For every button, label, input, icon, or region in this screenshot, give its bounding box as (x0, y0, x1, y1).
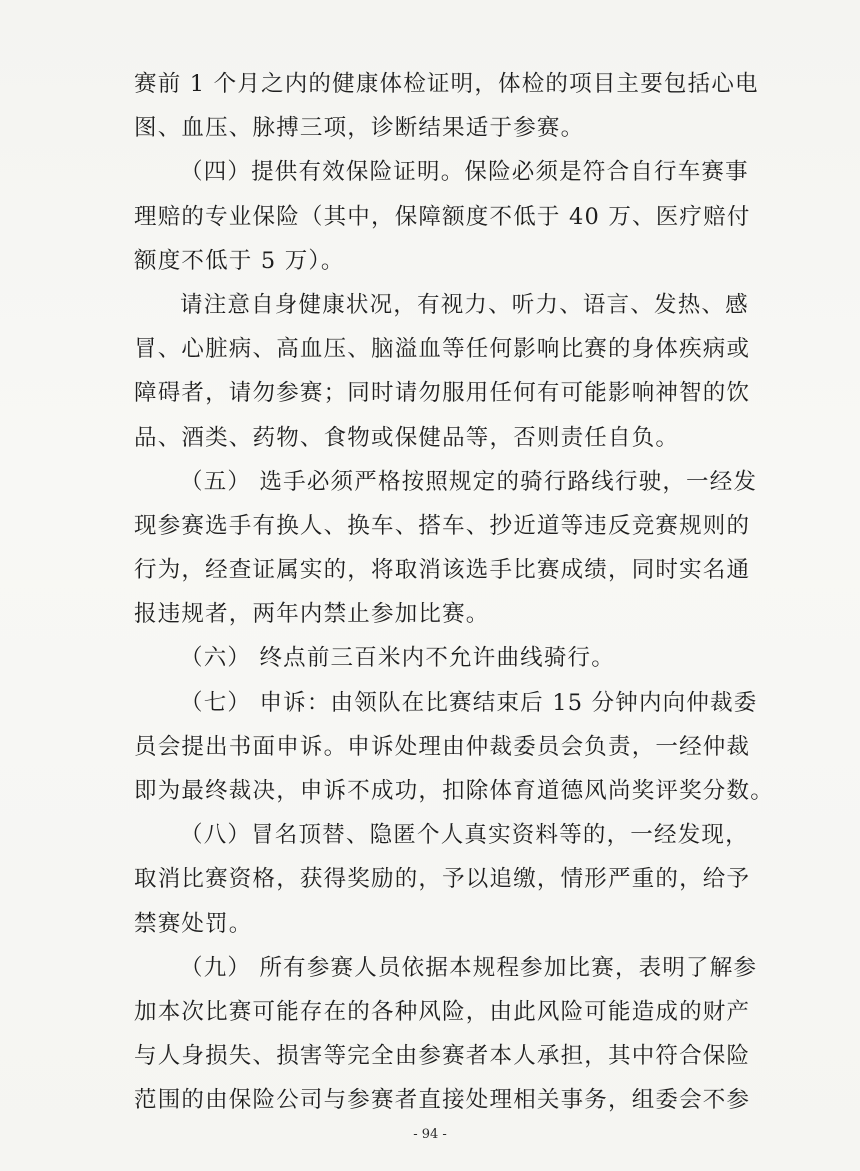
text-line: 现参赛选手有换人、换车、搭车、抄近道等违反竞赛规则的 (134, 512, 751, 539)
text-line: （八）冒名顶替、隐匿个人真实资料等的，一经发现， (180, 822, 749, 849)
text-line: 理赔的专业保险（其中，保障额度不低于 40 万、医疗赔付 (134, 203, 751, 230)
text-line: 障碍者，请勿参赛；同时请勿服用任何有可能影响神智的饮 (134, 380, 751, 407)
text-line: （五） 选手必须严格按照规定的骑行路线行驶，一经发 (180, 468, 758, 495)
text-line: 取消比赛资格，获得奖励的，予以追缴，情形严重的，给予 (134, 866, 751, 893)
text-line: （六） 终点前三百米内不允许曲线骑行。 (180, 645, 615, 672)
text-line: 即为最终裁决，申诉不成功，扣除体育道德风尚奖评奖分数。 (134, 778, 774, 804)
text-line: 范围的由保险公司与参赛者直接处理相关事务，组委会不参 (134, 1087, 751, 1114)
text-line: 加本次比赛可能存在的各种风险，由此风险可能造成的财产 (134, 998, 751, 1025)
text-line: 行为，经查证属实的，将取消该选手比赛成绩，同时实名通 (134, 557, 751, 584)
text-line: 报违规者，两年内禁止参加比赛。 (134, 601, 490, 628)
page-number: - 94 - (413, 1127, 447, 1142)
text-line: （九） 所有参赛人员依据本规程参加比赛，表明了解参 (180, 954, 758, 981)
text-line: 品、酒类、药物、食物或保健品等，否则责任自负。 (134, 424, 680, 451)
text-line: （七） 申诉：由领队在比赛结束后 15 分钟内向仲裁委 (180, 689, 758, 716)
text-line: 请注意自身健康状况，有视力、听力、语言、发热、感 (180, 291, 749, 318)
body-text (134, 62, 774, 1123)
text-line: 冒、心脏病、高血压、脑溢血等任何影响比赛的身体疾病或 (134, 336, 751, 363)
text-line: 图、血压、脉搏三项，诊断结果适于参赛。 (134, 115, 585, 142)
text-line: 赛前 1 个月之内的健康体检证明，体检的项目主要包括心电 (134, 71, 759, 97)
text-line: 与人身损失、损害等完全由参赛者本人承担，其中符合保险 (134, 1043, 751, 1070)
text-line: 禁赛处罚。 (134, 910, 253, 937)
text-line: （四）提供有效保险证明。保险必须是符合自行车赛事 (180, 159, 749, 186)
text-line: 额度不低于 5 万）。 (134, 247, 345, 274)
text-line: 员会提出书面申诉。申诉处理由仲裁委员会负责，一经仲裁 (134, 733, 751, 760)
